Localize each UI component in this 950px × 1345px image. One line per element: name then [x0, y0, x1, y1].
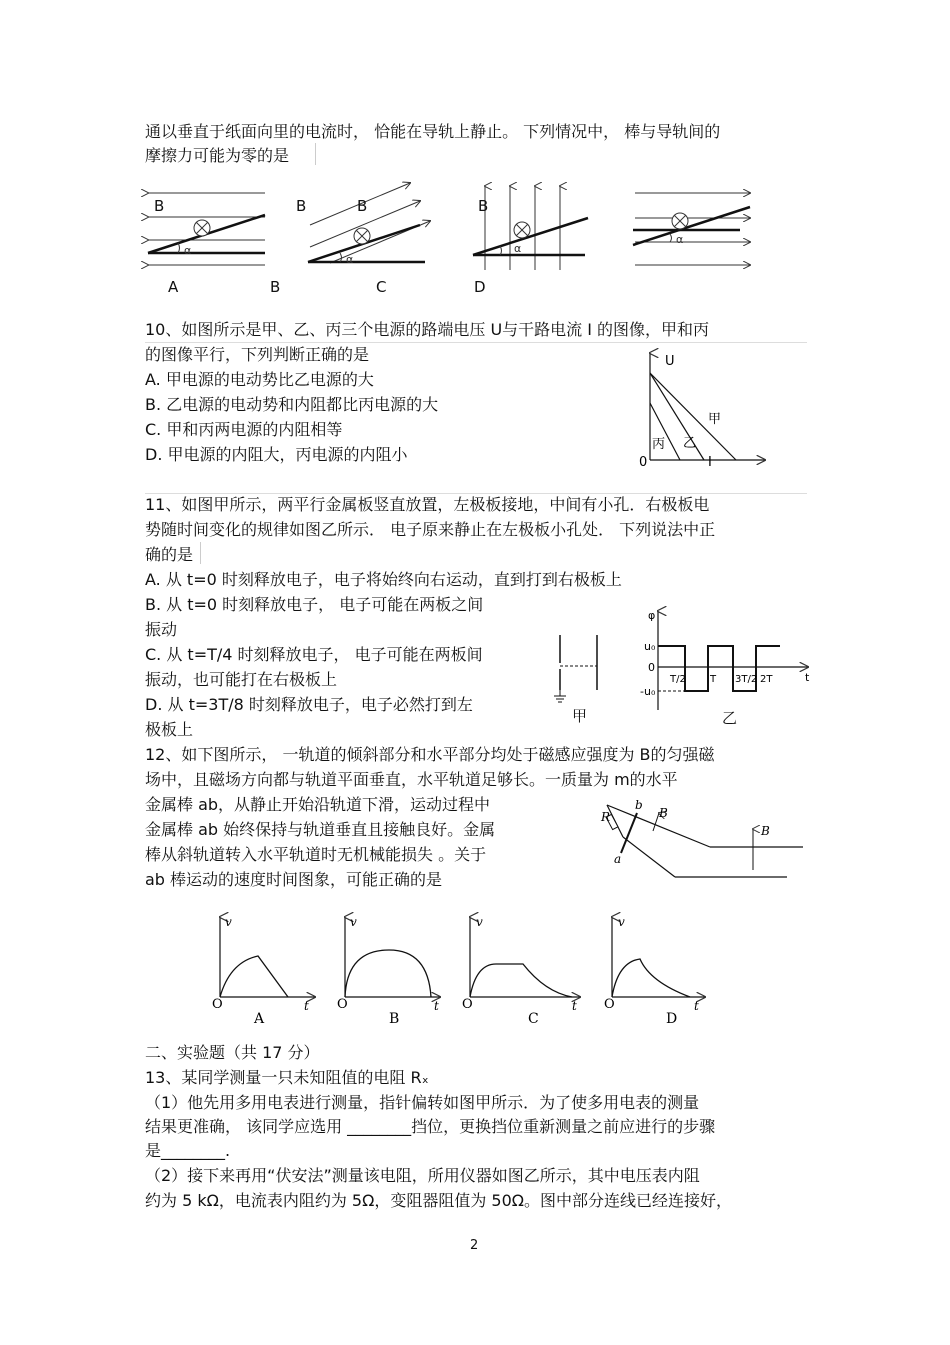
q13-p1-line3: 是________.	[145, 1141, 231, 1160]
q13-p1-line2: 结果更准确， 该同学应选用 ________挡位，更换挡位重新测量之前应进行的步骤	[145, 1117, 716, 1136]
tick-2t: 2T	[760, 674, 773, 685]
q10-line1: 10、如图所示是甲、乙、丙三个电源的路端电压 U与干路电流 I 的图像，甲和丙	[145, 320, 710, 339]
svg-text:O: O	[212, 997, 223, 1012]
q12-line4: 金属棒 ab 始终保持与轨道垂直且接触良好。金属	[145, 820, 496, 839]
line-jia-label: 甲	[708, 412, 722, 427]
svg-text:α: α	[514, 242, 522, 255]
tick-t: T	[710, 674, 717, 685]
svg-text:t: t	[572, 999, 577, 1013]
svg-text:α: α	[346, 253, 354, 266]
q11-option-b-line2: 振动	[145, 620, 178, 639]
q12-line5: 棒从斜轨道转入水平轨道时无机械能损失 。关于	[145, 845, 487, 864]
q11-option-b-line1: B. 从 t=0 时刻释放电子， 电子可能在两板之间	[145, 595, 484, 614]
label-b-fig-b-right: B	[357, 197, 368, 215]
text-box-edge	[200, 542, 201, 564]
page-number: 2	[470, 1238, 479, 1253]
svg-text:t: t	[434, 999, 439, 1013]
q12-line3: 金属棒 ab，从静止开始沿轨道下滑，运动过程中	[145, 795, 491, 814]
svg-text:v: v	[350, 915, 357, 929]
q11-option-a: A. 从 t=0 时刻释放电子，电子将始终向右运动，直到打到右极板上	[145, 570, 622, 589]
neg-u0-label: -u₀	[640, 685, 656, 698]
divider	[145, 342, 807, 343]
axis-i-label: I	[708, 455, 712, 470]
graph-a	[212, 915, 315, 1027]
fig-jia-caption: 甲	[572, 707, 588, 725]
q13-title: 13、某同学测量一只未知阻值的电阻 Rₓ	[145, 1068, 429, 1087]
label-b-fig-c: B	[478, 197, 489, 215]
svg-text:α: α	[676, 233, 684, 246]
q9-line2: 摩擦力可能为零的是	[145, 146, 290, 165]
q12-line2: 场中，且磁场方向都与轨道平面垂直，水平轨道足够长。一质量为 m的水平	[145, 770, 678, 789]
field-b-flat-label: B	[761, 824, 770, 838]
tick-3t-half: 3T/2	[735, 674, 758, 685]
svg-text:A: A	[254, 1011, 265, 1027]
q13-p1-line1: （1）他先用多用电表进行测量，指针偏转如图甲所示．为了使多用电表的测量	[145, 1093, 700, 1112]
text-box-edge	[315, 143, 316, 165]
q11-option-d-line1: D. 从 t=3T/8 时刻释放电子，电子必然打到左	[145, 695, 473, 714]
q13-p2-line2: 约为 5 kΩ，电流表内阻约为 5Ω，变阻器阻值为 50Ω。图中部分连线已经连接好，	[145, 1191, 733, 1210]
q9-figure-b	[300, 175, 440, 275]
q11-option-d-line2: 极板上	[145, 720, 194, 739]
svg-text:C: C	[528, 1011, 539, 1027]
alpha-label: α	[184, 244, 192, 257]
svg-text:v: v	[618, 915, 625, 929]
phi-label: φ	[648, 609, 656, 622]
q12-vt-graphs	[200, 912, 720, 1027]
option-b-label: B	[270, 278, 281, 296]
q10-option-b: B. 乙电源的电动势和内阻都比丙电源的大	[145, 395, 439, 414]
q12-track-figure	[595, 795, 805, 885]
q9-figure-c	[470, 180, 600, 275]
q9-line1: 通以垂直于纸面向里的电流时， 恰能在导轨上静止。 下列情况中， 棒与导轨间的	[145, 122, 721, 141]
q11-line2: 势随时间变化的规律如图乙所示． 电子原来静止在左极板小孔处． 下列说法中正	[145, 520, 716, 539]
q11-potential-graph	[640, 605, 815, 715]
option-c-label: C	[376, 278, 387, 296]
axis-u-label: U	[665, 354, 675, 369]
q10-option-c: C. 甲和丙两电源的内阻相等	[145, 420, 343, 439]
graph-d	[604, 915, 705, 1027]
svg-text:v: v	[225, 915, 232, 929]
q10-option-a: A. 甲电源的电动势比乙电源的大	[145, 370, 374, 389]
graph-b	[337, 915, 440, 1027]
q11-option-c-line2: 振动，也可能打在右极板上	[145, 670, 338, 689]
line-yi-label: 乙	[683, 436, 697, 451]
svg-text:D: D	[666, 1011, 678, 1027]
svg-text:O: O	[604, 997, 615, 1012]
q12-line6: ab 棒运动的速度时间图象，可能正确的是	[145, 870, 443, 889]
divider	[145, 493, 807, 494]
svg-text:v: v	[476, 915, 483, 929]
section2-title: 二、实验题（共 17 分）	[145, 1043, 320, 1062]
q11-line1: 11、如图甲所示，两平行金属板竖直放置，左极板接地，中间有小孔．右极板电	[145, 495, 710, 514]
a-end-label: a	[614, 852, 622, 866]
svg-text:t: t	[694, 999, 699, 1013]
svg-text:O: O	[462, 997, 473, 1012]
q9-figure-d	[630, 185, 760, 275]
svg-text:t: t	[304, 999, 309, 1013]
origin-label: 0	[639, 455, 648, 470]
b-end-label: b	[635, 798, 643, 812]
label-b-fig-a: B	[154, 197, 165, 215]
q10-option-d: D. 甲电源的内阻大，丙电源的内阻小	[145, 445, 408, 464]
u0-label: u₀	[644, 640, 656, 653]
fig-yi-caption: 乙	[722, 709, 738, 727]
r-label: R	[601, 810, 611, 824]
field-b-incline-label: B	[659, 806, 668, 820]
graph-c	[462, 915, 580, 1027]
option-a-label: A	[168, 278, 179, 296]
q12-line1: 12、如下图所示， 一轨道的倾斜部分和水平部分均处于磁感应强度为 B的匀强磁	[145, 745, 715, 764]
option-d-label: D	[474, 278, 486, 296]
zero-label: 0	[648, 661, 655, 674]
q10-line2: 的图像平行，下列判断正确的是	[145, 345, 370, 364]
t-axis-label: t	[805, 671, 810, 684]
q10-ui-graph	[630, 345, 775, 470]
svg-text:B: B	[389, 1011, 400, 1027]
label-b-fig-b-left: B	[296, 197, 307, 215]
q11-line3: 确的是	[145, 545, 194, 564]
line-bing-label: 丙	[652, 437, 666, 452]
q13-p2-line1: （2）接下来再用“伏安法”测量该电阻，所用仪器如图乙所示，其中电压表内阻	[145, 1166, 700, 1185]
svg-text:O: O	[337, 997, 348, 1012]
q11-option-c-line1: C. 从 t=T/4 时刻释放电子， 电子可能在两板间	[145, 645, 483, 664]
tick-t-half: T/2	[670, 674, 686, 685]
